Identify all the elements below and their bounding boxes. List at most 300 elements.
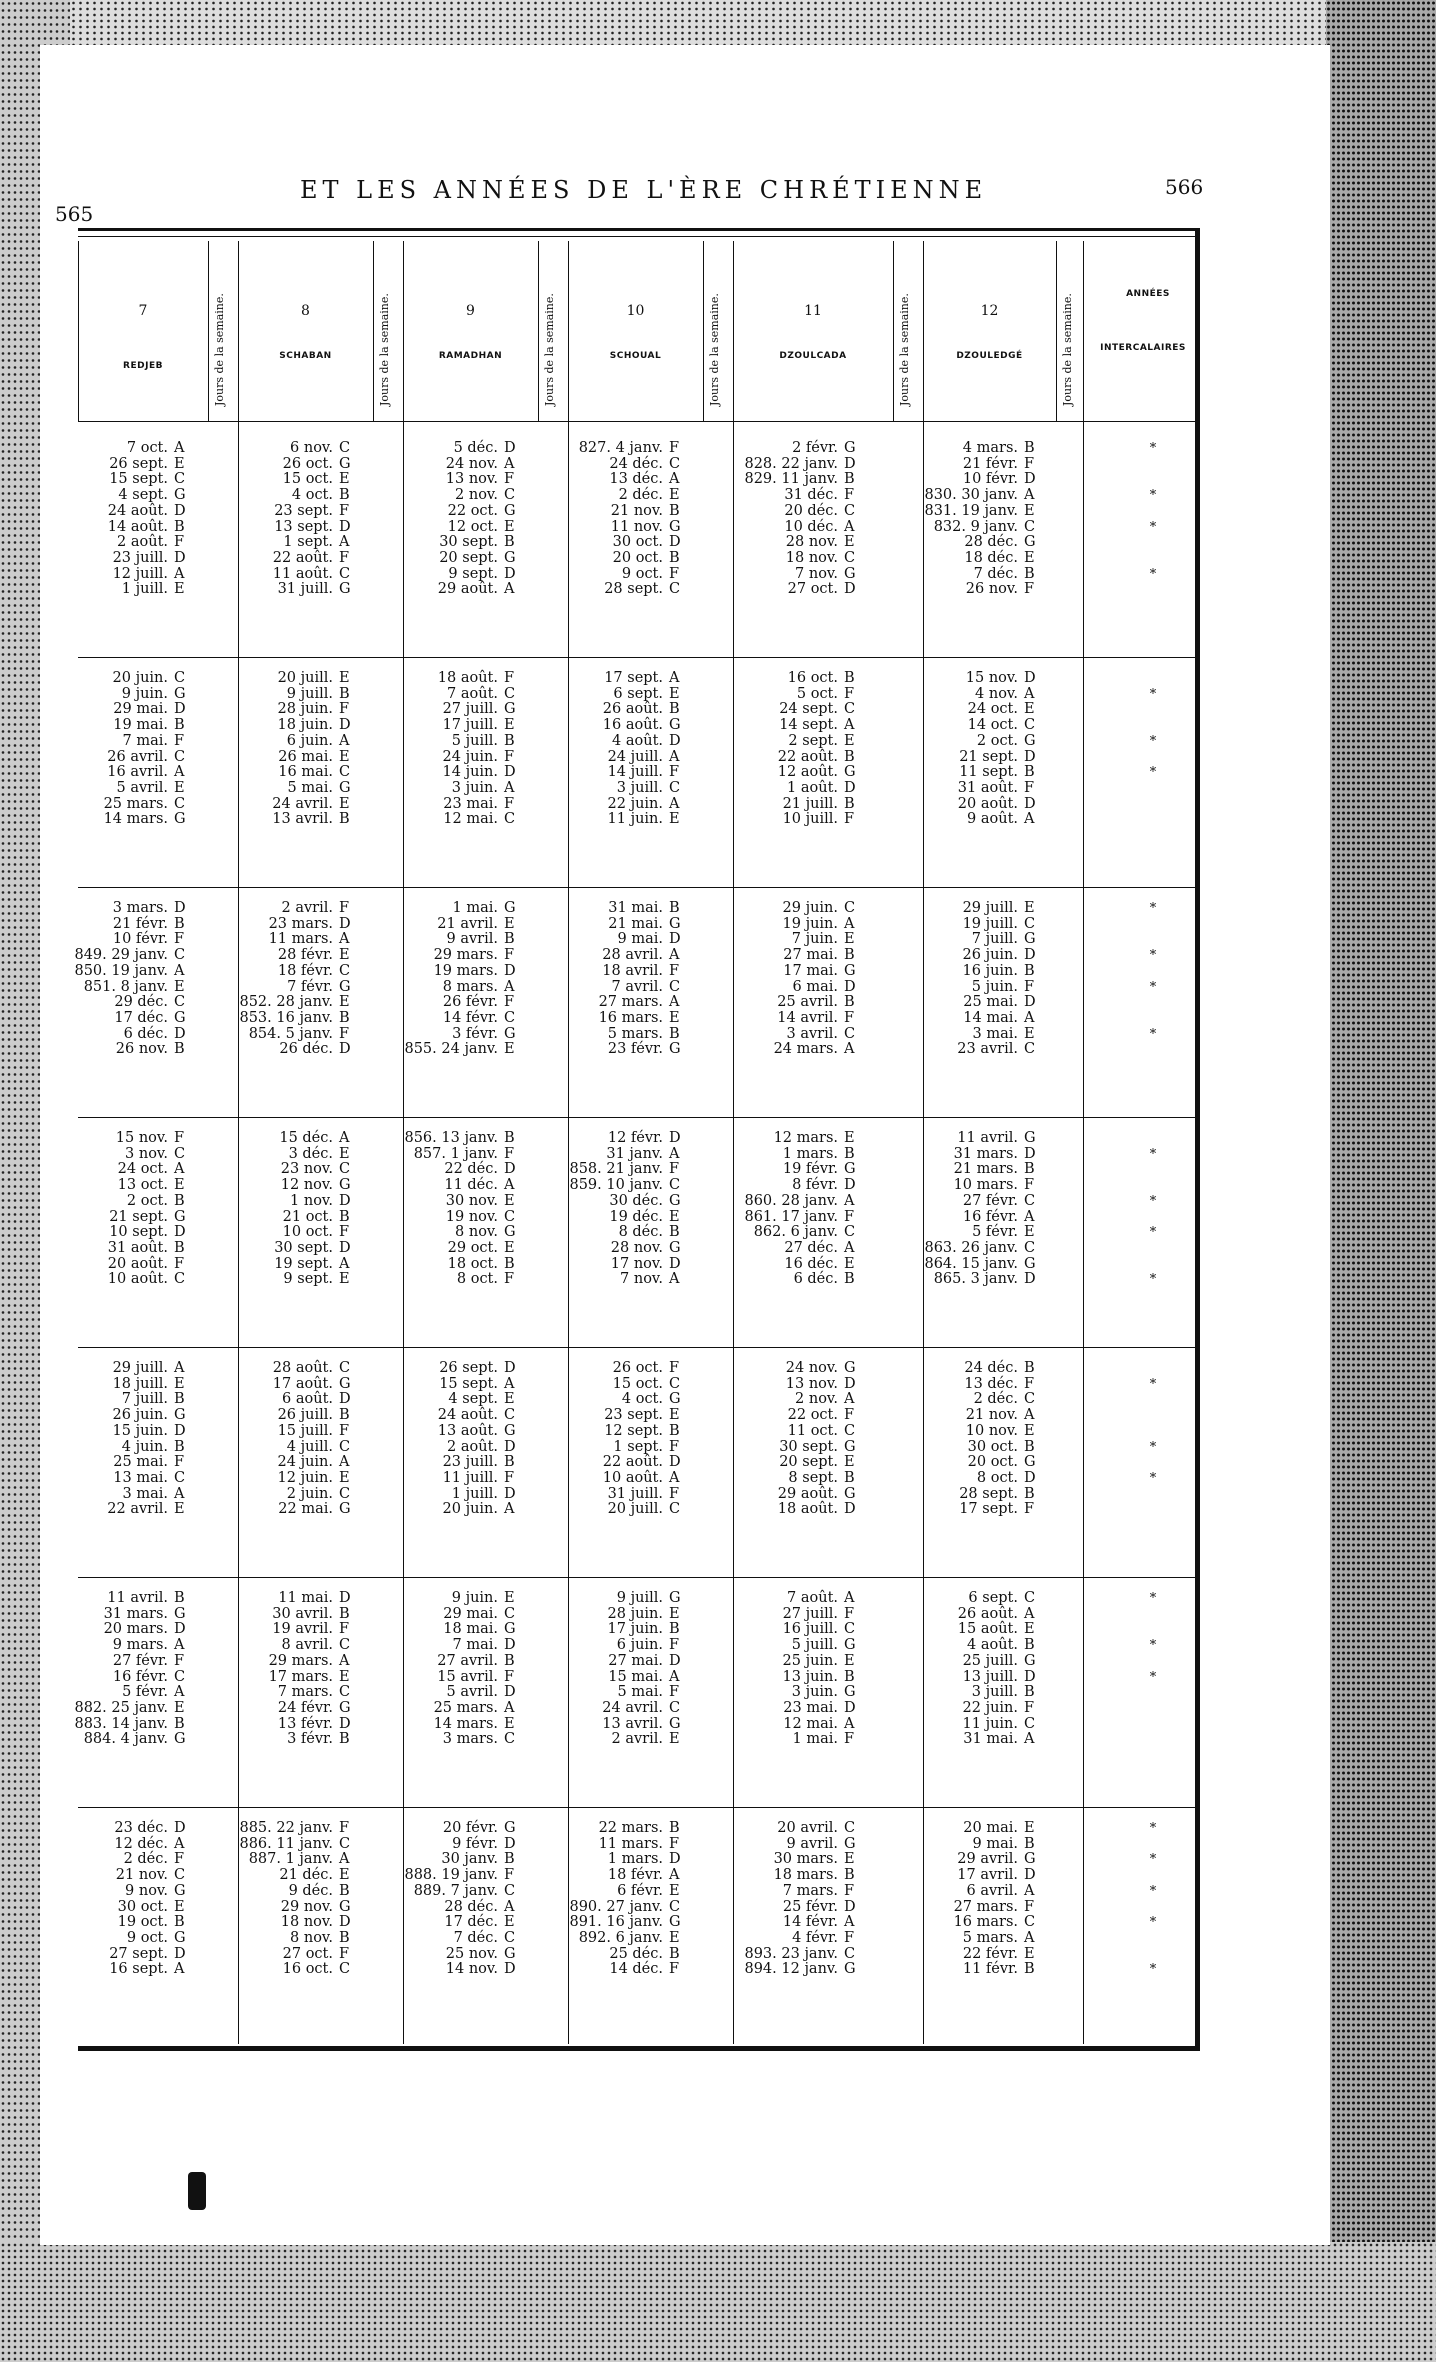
hegira-date: 23 mai. [443,795,498,812]
hegira-date: 4 sept. [448,1391,498,1408]
hegira-date: 25 avril. [777,994,838,1011]
intercalary-marker: * [1149,1638,1157,1654]
weekday-letter: D [339,518,351,535]
month-name: SCHOUAL [609,351,662,361]
weekday-letter: G [339,1501,351,1518]
hegira-date: 30 mars. [773,1851,838,1868]
weekday-letter: A [504,1375,515,1392]
weekday-letter: A [844,1391,855,1408]
hegira-date: 26 mai. [278,748,333,765]
weekday-letter: F [504,994,515,1011]
hegira-date: 29 mai. [113,701,168,718]
header-separator [78,421,1195,422]
weekday-letter: D [339,1239,351,1256]
weekday-letter: A [669,947,680,964]
hegira-date: 7 déc. [453,1929,498,1946]
hegira-date: 30 sept. [439,534,498,551]
hegira-date: 16 juill. [782,1621,838,1638]
weekday-letter: G [174,1009,186,1026]
hegira-date: 10 mars. [953,1177,1018,1194]
weekday-letter: E [1024,1025,1035,1042]
hegira-date: 9 sept. [283,1271,333,1288]
weekday-letter: E [339,471,350,488]
weekday-letter: D [174,1945,186,1962]
hegira-date: 7 févr. [287,978,333,995]
hegira-date: 11 sept. [959,764,1018,781]
hegira-date: 849. 29 janv. [74,947,168,964]
hegira-date: 12 mai. [443,811,498,828]
weekday-letter: D [844,1699,856,1716]
weekday-letter: B [669,1820,680,1836]
hegira-date: 31 août. [107,1239,168,1256]
weekday-letter: G [844,1360,856,1376]
weekday-letter: A [174,1961,185,1978]
weekday-letter: D [504,1637,516,1654]
intercalary-marker: * [1149,901,1157,916]
hegira-date: 8 avril. [281,1637,333,1654]
intercalary-marker: * [1149,979,1157,995]
hegira-date: 23 nov. [280,1161,333,1178]
weekday-letter: D [174,1422,186,1439]
weekday-letter: C [844,900,856,916]
weekday-letter: B [504,1454,515,1471]
weekday-letter: C [1024,1391,1036,1408]
hegira-date: 15 oct. [612,1375,663,1392]
hegira-date: 21 nov. [610,502,663,519]
weekday-letter: C [669,581,681,598]
hegira-date: 6 juin. [286,732,333,749]
hegira-date: 30 oct. [967,1438,1018,1455]
weekday-letter: D [844,1501,856,1518]
weekday-letter: F [504,1271,515,1288]
hegira-date: 31 mai. [963,1731,1018,1748]
weekday-letter: B [669,1945,680,1962]
weekday-letter: G [844,1485,856,1502]
hegira-date: 30 janv. [441,1851,498,1868]
hegira-date: 6 sept. [613,685,663,702]
weekday-letter: C [339,962,351,979]
weekday-letter: F [1024,1898,1035,1915]
hegira-date: 9 oct. [621,565,663,582]
hegira-date: 29 mars. [268,1652,333,1669]
weekday-letter: D [504,962,516,979]
hegira-date: 11 mars. [598,1835,663,1852]
hegira-date: 15 nov. [115,1130,168,1146]
weekday-letter: D [339,1192,351,1209]
weekday-letter: F [669,764,680,781]
hegira-date: 831. 19 janv. [924,502,1018,519]
weekday-letter: F [669,1835,680,1852]
hegira-date: 18 juin. [277,717,333,734]
weekday-letter: F [844,1208,855,1225]
hegira-date: 3 mai. [972,1025,1018,1042]
hegira-date: 14 nov. [445,1961,498,1978]
hegira-date: 27 juill. [442,701,498,718]
weekday-letter: B [1024,1637,1035,1654]
hegira-date: 20 juin. [112,670,168,686]
weekday-letter: E [844,534,855,551]
weekday-letter: B [504,1652,515,1669]
weekday-letter: E [339,994,350,1011]
hegira-date: 10 août. [107,1271,168,1288]
weekday-letter: A [844,1715,855,1732]
hegira-date: 19 sept. [274,1255,333,1272]
hegira-date: 8 déc. [618,1224,663,1241]
hegira-date: 31 janv. [606,1145,663,1162]
weekday-letter: A [339,1652,350,1669]
hegira-date: 7 mai. [452,1637,498,1654]
hegira-date: 27 oct. [787,581,838,598]
weekday-letter: G [844,1684,856,1701]
hegira-date: 14 févr. [442,1009,498,1026]
hegira-date: 882. 25 janv. [74,1699,168,1716]
weekday-letter: G [504,701,516,718]
hegira-date: 18 avril. [602,962,663,979]
hegira-date: 1 sept. [613,1438,663,1455]
hegira-date: 6 déc. [123,1025,168,1042]
hegira-date: 3 févr. [452,1025,498,1042]
hegira-date: 12 mars. [773,1130,838,1146]
weekday-letter: D [174,502,186,519]
hegira-date: 857. 1 janv. [413,1145,498,1162]
weekday-column-label: Jours de la semaine. [1061,293,1074,406]
weekday-letter: E [669,1605,680,1622]
hegira-date: 7 mars. [782,1882,838,1899]
weekday-letter: G [174,811,186,828]
weekday-letter: B [339,1605,350,1622]
hegira-date: 5 févr. [972,1224,1018,1241]
weekday-letter: D [174,701,186,718]
hegira-date: 24 nov. [445,455,498,472]
hegira-date: 888. 19 janv. [404,1867,498,1884]
hegira-date: 18 juill. [112,1375,168,1392]
weekday-letter: B [669,1621,680,1638]
hegira-date: 885. 22 janv. [239,1820,333,1836]
weekday-letter: A [174,1684,185,1701]
weekday-letter: G [504,1621,516,1638]
weekday-letter: E [174,581,185,598]
hegira-date: 14 avril. [777,1009,838,1026]
weekday-letter: A [504,1501,515,1518]
weekday-letter: D [844,779,856,796]
weekday-letter: A [174,565,185,582]
weekday-letter: C [174,1469,186,1486]
hegira-date: 2 févr. [792,440,838,456]
hegira-date: 26 sept. [109,455,168,472]
hegira-date: 10 févr. [112,931,168,948]
weekday-letter: F [174,1130,185,1146]
hegira-date: 5 avril. [116,779,168,796]
hegira-date: 1 juill. [451,1485,498,1502]
hegira-date: 19 nov. [445,1208,498,1225]
weekday-letter: C [669,1177,681,1194]
hegira-date: 11 juin. [607,811,663,828]
hegira-date: 24 juin. [277,1454,333,1471]
hegira-date: 29 juill. [112,1360,168,1376]
weekday-letter: F [174,534,185,551]
hegira-date: 20 mai. [963,1820,1018,1836]
hegira-date: 23 mars. [268,915,333,932]
hegira-date: 7 nov. [795,565,838,582]
hegira-date: 26 oct. [282,455,333,472]
weekday-letter: B [1024,565,1035,582]
hegira-date: 19 déc. [609,1208,663,1225]
weekday-letter: B [504,732,515,749]
hegira-date: 4 août. [967,1637,1018,1654]
hegira-date: 15 oct. [282,471,333,488]
weekday-letter: C [669,1699,681,1716]
weekday-letter: B [339,1929,350,1946]
hegira-date: 5 juill. [791,1637,838,1654]
jours-divider [538,241,539,421]
weekday-letter: A [504,1699,515,1716]
hegira-date: 17 mars. [268,1668,333,1685]
weekday-letter: D [1024,471,1036,488]
weekday-letter: B [669,502,680,519]
weekday-letter: E [844,1130,855,1146]
weekday-letter: A [339,931,350,948]
weekday-letter: D [669,1652,681,1669]
hegira-date: 3 juill. [616,779,663,796]
hegira-date: 18 oct. [447,1255,498,1272]
weekday-letter: E [504,1391,515,1408]
hegira-date: 14 déc. [609,1961,663,1978]
hegira-date: 4 mars. [962,440,1018,456]
hegira-date: 29 juin. [782,900,838,916]
weekday-letter: E [339,1271,350,1288]
month-number: 12 [980,303,999,319]
hegira-date: 3 juill. [971,1684,1018,1701]
hegira-date: 5 mai. [617,1684,663,1701]
hegira-date: 10 août. [602,1469,663,1486]
weekday-letter: D [174,1621,186,1638]
weekday-letter: G [1024,1652,1036,1669]
weekday-letter: D [504,1835,516,1852]
hegira-date: 16 févr. [962,1208,1018,1225]
weekday-letter: C [174,947,186,964]
weekday-letter: F [504,748,515,765]
weekday-letter: D [174,1820,186,1836]
weekday-letter: F [844,1407,855,1424]
hegira-date: 26 août. [602,701,663,718]
weekday-letter: G [844,565,856,582]
weekday-letter: B [339,1731,350,1748]
hegira-date: 22 févr. [962,1945,1018,1962]
hegira-date: 9 sept. [448,565,498,582]
weekday-letter: F [669,1438,680,1455]
weekday-letter: F [844,811,855,828]
weekday-letter: F [174,1454,185,1471]
hegira-date: 20 août. [107,1255,168,1272]
weekday-letter: G [1024,1851,1036,1868]
weekday-letter: B [504,534,515,551]
weekday-letter: B [844,795,855,812]
hegira-date: 15 déc. [279,1130,333,1146]
weekday-letter: E [1024,1422,1035,1439]
weekday-letter: B [1024,1835,1035,1852]
jours-divider [703,241,704,421]
hegira-date: 9 mars. [112,1637,168,1654]
weekday-letter: D [504,1684,516,1701]
hegira-date: 29 nov. [280,1898,333,1915]
hegira-date: 27 févr. [112,1652,168,1669]
weekday-letter: C [339,565,351,582]
intercalary-marker: * [1149,488,1157,504]
hegira-date: 13 nov. [445,471,498,488]
weekday-column-label: Jours de la semaine. [213,293,226,406]
weekday-letter: E [339,1145,350,1162]
weekday-letter: D [669,931,681,948]
weekday-letter: G [174,487,186,504]
weekday-letter: E [339,947,350,964]
hegira-date: 24 août. [437,1407,498,1424]
weekday-letter: F [1024,1501,1035,1518]
weekday-letter: G [844,1161,856,1178]
hegira-date: 12 mai. [783,1715,838,1732]
weekday-letter: A [504,779,515,796]
weekday-letter: E [339,748,350,765]
weekday-letter: D [1024,795,1036,812]
hegira-date: 28 déc. [964,534,1018,551]
weekday-letter: B [174,1041,185,1058]
hegira-date: 865. 3 janv. [933,1271,1018,1288]
hegira-date: 29 mars. [433,947,498,964]
hegira-date: 25 déc. [609,1945,663,1962]
hegira-date: 5 mars. [962,1929,1018,1946]
weekday-letter: F [504,670,515,686]
hegira-date: 16 déc. [784,1255,838,1272]
hegira-date: 29 avril. [957,1851,1018,1868]
weekday-letter: B [339,1882,350,1899]
weekday-letter: C [174,1668,186,1685]
hegira-date: 27 mai. [783,947,838,964]
hegira-date: 9 juin. [451,1590,498,1606]
intercalary-marker: * [1149,519,1157,535]
hegira-date: 28 sept. [604,581,663,598]
weekday-letter: C [1024,1041,1036,1058]
hegira-date: 13 déc. [964,1375,1018,1392]
hegira-date: 22 juin. [962,1699,1018,1716]
hegira-date: 22 août. [777,748,838,765]
weekday-letter: F [504,795,515,812]
hegira-date: 7 oct. [126,440,168,456]
hegira-date: 31 août. [957,779,1018,796]
weekday-letter: F [844,1605,855,1622]
weekday-letter: E [504,1041,515,1058]
weekday-letter: F [339,701,350,718]
weekday-letter: E [844,1851,855,1868]
hegira-date: 851. 8 janv. [83,978,168,995]
hegira-date: 891. 16 janv. [569,1914,663,1931]
weekday-letter: A [669,1145,680,1162]
weekday-letter: B [669,549,680,566]
table-left-edge [78,241,79,421]
weekday-letter: E [1024,1820,1035,1836]
hegira-date: 15 août. [957,1621,1018,1638]
hegira-date: 16 févr. [112,1668,168,1685]
weekday-letter: A [174,440,185,456]
weekday-letter: D [1024,1145,1036,1162]
hegira-date: 13 déc. [609,471,663,488]
weekday-letter: A [174,1835,185,1852]
weekday-letter: E [339,1668,350,1685]
weekday-letter: E [174,1375,185,1392]
hegira-date: 26 déc. [279,1041,333,1058]
hegira-date: 12 nov. [280,1177,333,1194]
hegira-date: 3 juin. [791,1684,838,1701]
weekday-letter: A [669,795,680,812]
hegira-date: 17 août. [272,1375,333,1392]
hegira-date: 2 avril. [281,900,333,916]
hegira-date: 9 févr. [452,1835,498,1852]
hegira-date: 23 juill. [112,549,168,566]
weekday-letter: F [669,1637,680,1654]
weekday-letter: B [174,915,185,932]
hegira-date: 11 avril. [957,1130,1018,1146]
weekday-letter: D [504,565,516,582]
hegira-date: 10 oct. [282,1224,333,1241]
hegira-date: 22 août. [272,549,333,566]
hegira-date: 14 mai. [963,1009,1018,1026]
weekday-letter: G [174,1882,186,1899]
weekday-letter: F [174,732,185,749]
weekday-letter: C [1024,518,1036,535]
intercalary-marker: * [1149,1962,1157,1978]
block-separator [78,657,1195,658]
hegira-date: 11 déc. [444,1177,498,1194]
weekday-letter: G [1024,931,1036,948]
weekday-letter: E [669,685,680,702]
jours-divider [373,241,374,421]
hegira-date: 884. 4 janv. [83,1731,168,1748]
intercalary-marker: * [1149,1915,1157,1931]
weekday-letter: B [174,1715,185,1732]
hegira-date: 26 juin. [962,947,1018,964]
weekday-letter: D [504,440,516,456]
hegira-date: 22 mai. [278,1501,333,1518]
hegira-date: 18 déc. [964,549,1018,566]
hegira-date: 30 oct. [612,534,663,551]
weekday-letter: E [504,915,515,932]
hegira-date: 24 déc. [609,455,663,472]
hegira-date: 11 nov. [610,518,663,535]
hegira-date: 1 mars. [782,1145,838,1162]
hegira-date: 11 août. [272,565,333,582]
hegira-date: 2 sept. [788,732,838,749]
hegira-date: 24 févr. [277,1699,333,1716]
weekday-letter: E [669,811,680,828]
intercalary-marker: * [1149,733,1157,749]
hegira-date: 26 avril. [107,748,168,765]
weekday-letter: E [504,1715,515,1732]
hegira-date: 30 oct. [117,1898,168,1915]
hegira-date: 18 févr. [607,1867,663,1884]
weekday-letter: D [1024,748,1036,765]
weekday-letter: C [339,764,351,781]
weekday-letter: C [669,779,681,796]
hegira-date: 16 août. [602,717,663,734]
weekday-letter: F [844,1929,855,1946]
hegira-date: 17 nov. [610,1255,663,1272]
hegira-date: 3 juin. [451,779,498,796]
weekday-letter: C [844,1422,856,1439]
hegira-date: 11 juin. [962,1715,1018,1732]
weekday-letter: F [174,1255,185,1272]
weekday-letter: C [504,1882,516,1899]
weekday-letter: B [174,1192,185,1209]
weekday-letter: D [1024,1469,1036,1486]
hegira-date: 4 févr. [792,1929,838,1946]
